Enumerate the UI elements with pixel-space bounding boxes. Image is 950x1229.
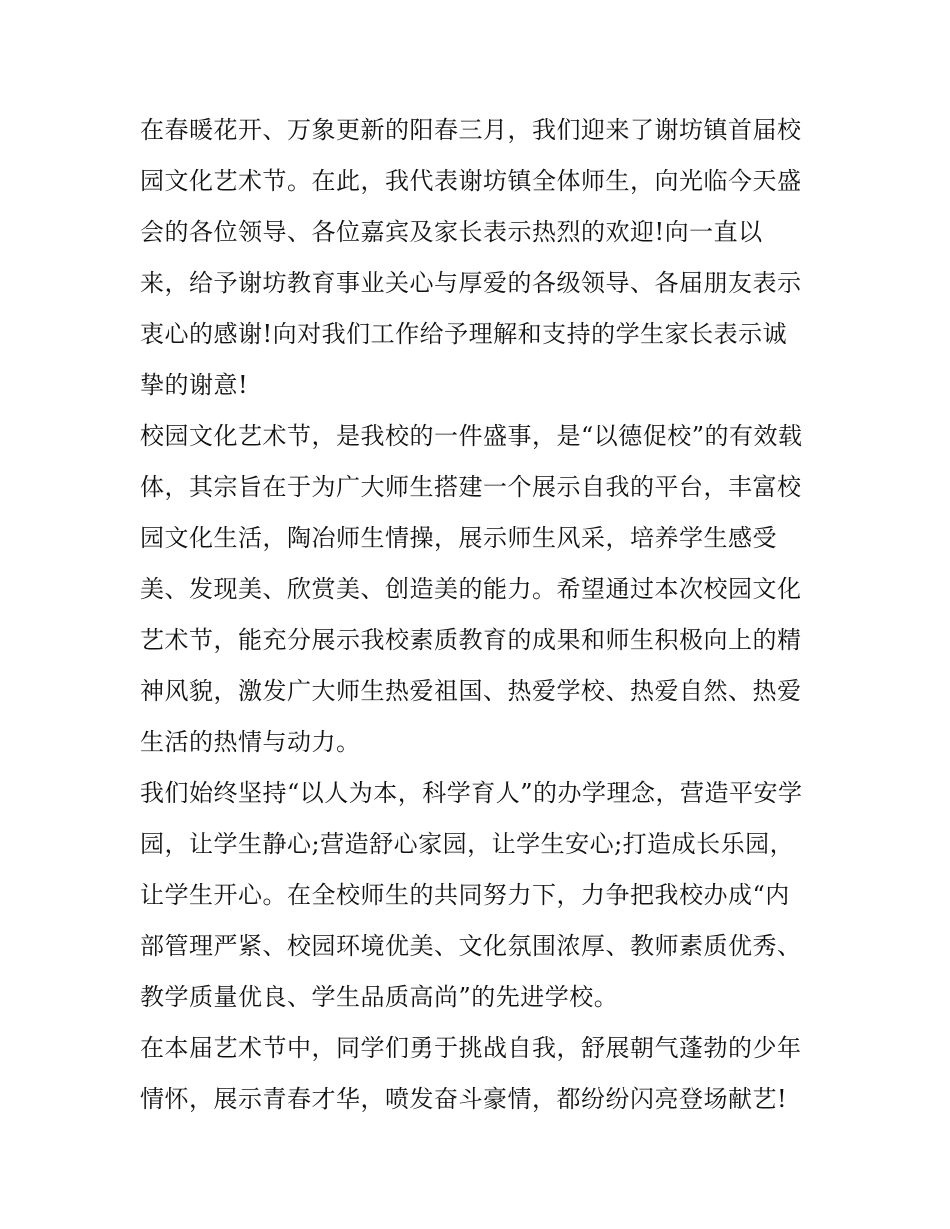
text-line: 会的各位领导、各位嘉宾及家长表示热烈的欢迎!向一直以	[140, 218, 763, 246]
text-line: 园文化生活，陶冶师生情操，展示师生风采，培养学生感受	[140, 524, 777, 552]
document-body	[140, 105, 820, 1125]
text-line: 艺术节，能充分展示我校素质教育的成果和师生积极向上的精	[140, 626, 802, 654]
text-line: 衷心的感谢!向对我们工作给予理解和支持的学生家长表示诚	[140, 320, 788, 348]
text-line: 让学生开心。在全校师生的共同努力下，力争把我校办成“内	[140, 881, 790, 909]
text-line: 生活的热情与动力。	[140, 728, 361, 756]
text-line: 体，其宗旨在于为广大师生搭建一个展示自我的平台，丰富校	[140, 473, 802, 501]
text-line: 神风貌，激发广大师生热爱祖国、热爱学校、热爱自然、热爱	[140, 677, 802, 705]
paragraph-1	[140, 105, 820, 411]
text-line: 教学质量优良、学生品质高尚”的先进学校。	[140, 983, 619, 1011]
text-line: 园文化艺术节。在此，我代表谢坊镇全体师生，向光临今天盛	[140, 167, 802, 195]
paragraph-3	[140, 768, 820, 1023]
text-line: 情怀，展示青春才华，喷发奋斗豪情，都纷纷闪亮登场献艺!	[140, 1085, 788, 1113]
text-line: 校园文化艺术节，是我校的一件盛事，是“以德促校”的有效载	[140, 422, 803, 450]
text-line: 来，给予谢坊教育事业关心与厚爱的各级领导、各届朋友表示	[140, 269, 802, 297]
text-line: 园，让学生静心;营造舒心家园，让学生安心;打造成长乐园，	[140, 830, 795, 858]
text-line: 部管理严紧、校园环境优美、文化氛围浓厚、教师素质优秀、	[140, 932, 802, 960]
text-line: 挚的谢意!	[140, 371, 249, 399]
text-line: 我们始终坚持“以人为本，科学育人”的办学理念，营造平安学	[140, 779, 803, 807]
text-line: 在春暖花开、万象更新的阳春三月，我们迎来了谢坊镇首届校	[140, 116, 802, 144]
text-line: 美、发现美、欣赏美、创造美的能力。希望通过本次校园文化	[140, 575, 802, 603]
paragraph-4	[140, 1023, 820, 1125]
text-line: 在本届艺术节中，同学们勇于挑战自我，舒展朝气蓬勃的少年	[140, 1034, 802, 1062]
paragraph-2	[140, 411, 820, 768]
